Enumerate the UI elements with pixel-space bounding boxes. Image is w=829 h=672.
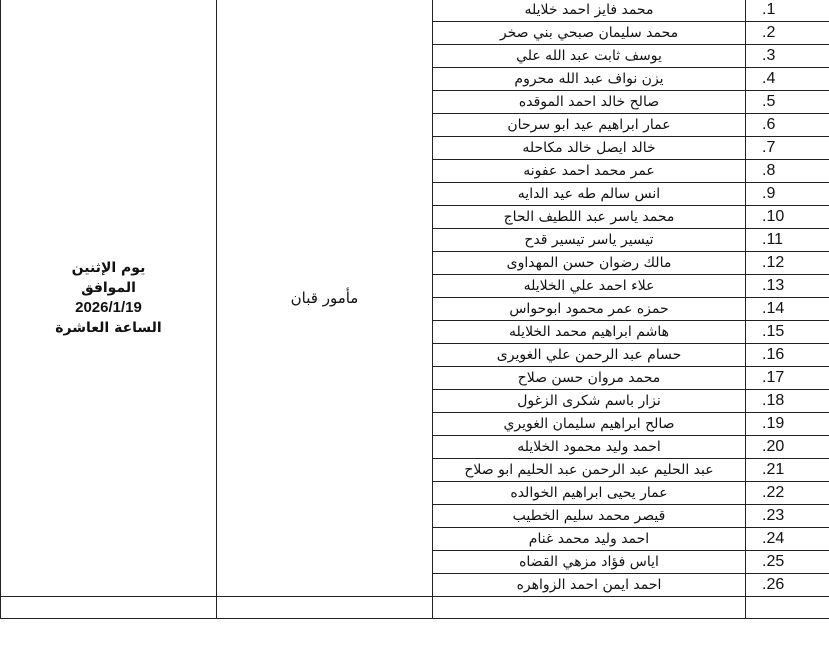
row-number: .16 (746, 344, 829, 367)
roster-body (1, 0, 829, 619)
person-name: عمار يحيى ابراهيم الخوالده (433, 482, 746, 505)
person-name: قيصر محمد سليم الخطيب (433, 505, 746, 528)
person-name: صالح خالد احمد الموقده (433, 91, 746, 114)
row-number: .3 (746, 45, 829, 68)
row-number: .20 (746, 436, 829, 459)
row-number: .26 (746, 574, 829, 597)
row-number: .25 (746, 551, 829, 574)
row-number: .13 (746, 275, 829, 298)
person-name: محمد مروان حسن صلاح (433, 367, 746, 390)
session-day: يوم الإثنين (71, 259, 146, 276)
person-name: علاء احمد علي الخلايله (433, 275, 746, 298)
person-name: عمر محمد احمد عفونه (433, 160, 746, 183)
person-name: محمد سليمان صبحي بني صخر (433, 22, 746, 45)
row-number: .21 (746, 459, 829, 482)
partial-officer-cell (217, 597, 433, 619)
partial-num-cell (746, 597, 829, 619)
person-name: خالد ايصل خالد مكاحله (433, 137, 746, 160)
row-number: .15 (746, 321, 829, 344)
person-name: صالح ابراهيم سليمان الغويري (433, 413, 746, 436)
person-name: احمد وليد محمود الخلايله (433, 436, 746, 459)
person-name: عبد الحليم عبد الرحمن عبد الحليم ابو صلاح (433, 459, 746, 482)
person-name: تيسير ياسر تيسير قدح (433, 229, 746, 252)
row-number: .14 (746, 298, 829, 321)
row-number: .10 (746, 206, 829, 229)
row-number: .23 (746, 505, 829, 528)
person-name: محمد فايز احمد خلايله (433, 0, 746, 22)
session-date: 2026/1/19 (75, 298, 142, 316)
person-name: احمد ايمن احمد الزواهره (433, 574, 746, 597)
person-name: نزار باسم شكرى الزغول (433, 390, 746, 413)
person-name: حسام عبد الرحمن علي الغويرى (433, 344, 746, 367)
row-number: .11 (746, 229, 829, 252)
person-name: احمد وليد محمد غنام (433, 528, 746, 551)
row-number: .5 (746, 91, 829, 114)
row-number: .7 (746, 137, 829, 160)
partial-name-cell (433, 597, 746, 619)
row-number: .4 (746, 68, 829, 91)
row-number: .18 (746, 390, 829, 413)
table-row-partial (1, 597, 829, 619)
person-name: يزن نواف عبد الله محروم (433, 68, 746, 91)
row-number: .9 (746, 183, 829, 206)
row-number: .8 (746, 160, 829, 183)
person-name: يوسف ثابت عبد الله علي (433, 45, 746, 68)
row-number: .17 (746, 367, 829, 390)
person-name: انس سالم طه عيد الدايه (433, 183, 746, 206)
row-number: .24 (746, 528, 829, 551)
person-name: محمد ياسر عبد اللطيف الحاج (433, 206, 746, 229)
person-name: هاشم ابراهيم محمد الخلايله (433, 321, 746, 344)
session-time: الساعة العاشرة (55, 319, 162, 336)
row-number: .12 (746, 252, 829, 275)
person-name: اياس فؤاد مزهي القضاه (433, 551, 746, 574)
person-name: مالك رضوان حسن المهداوى (433, 252, 746, 275)
officer-cell: مأمور قبان (217, 0, 433, 597)
row-number: .6 (746, 114, 829, 137)
row-number: .19 (746, 413, 829, 436)
row-number: .2 (746, 22, 829, 45)
row-number: .22 (746, 482, 829, 505)
person-name: عمار ابراهيم عيد ابو سرحان (433, 114, 746, 137)
partial-date-cell (1, 597, 217, 619)
person-name: حمزه عمر محمود ابوحواس (433, 298, 746, 321)
row-number: .1 (746, 0, 829, 22)
session-date-cell (1, 0, 217, 597)
session-agreed-label: الموافق (81, 279, 136, 296)
table-row (1, 0, 829, 22)
